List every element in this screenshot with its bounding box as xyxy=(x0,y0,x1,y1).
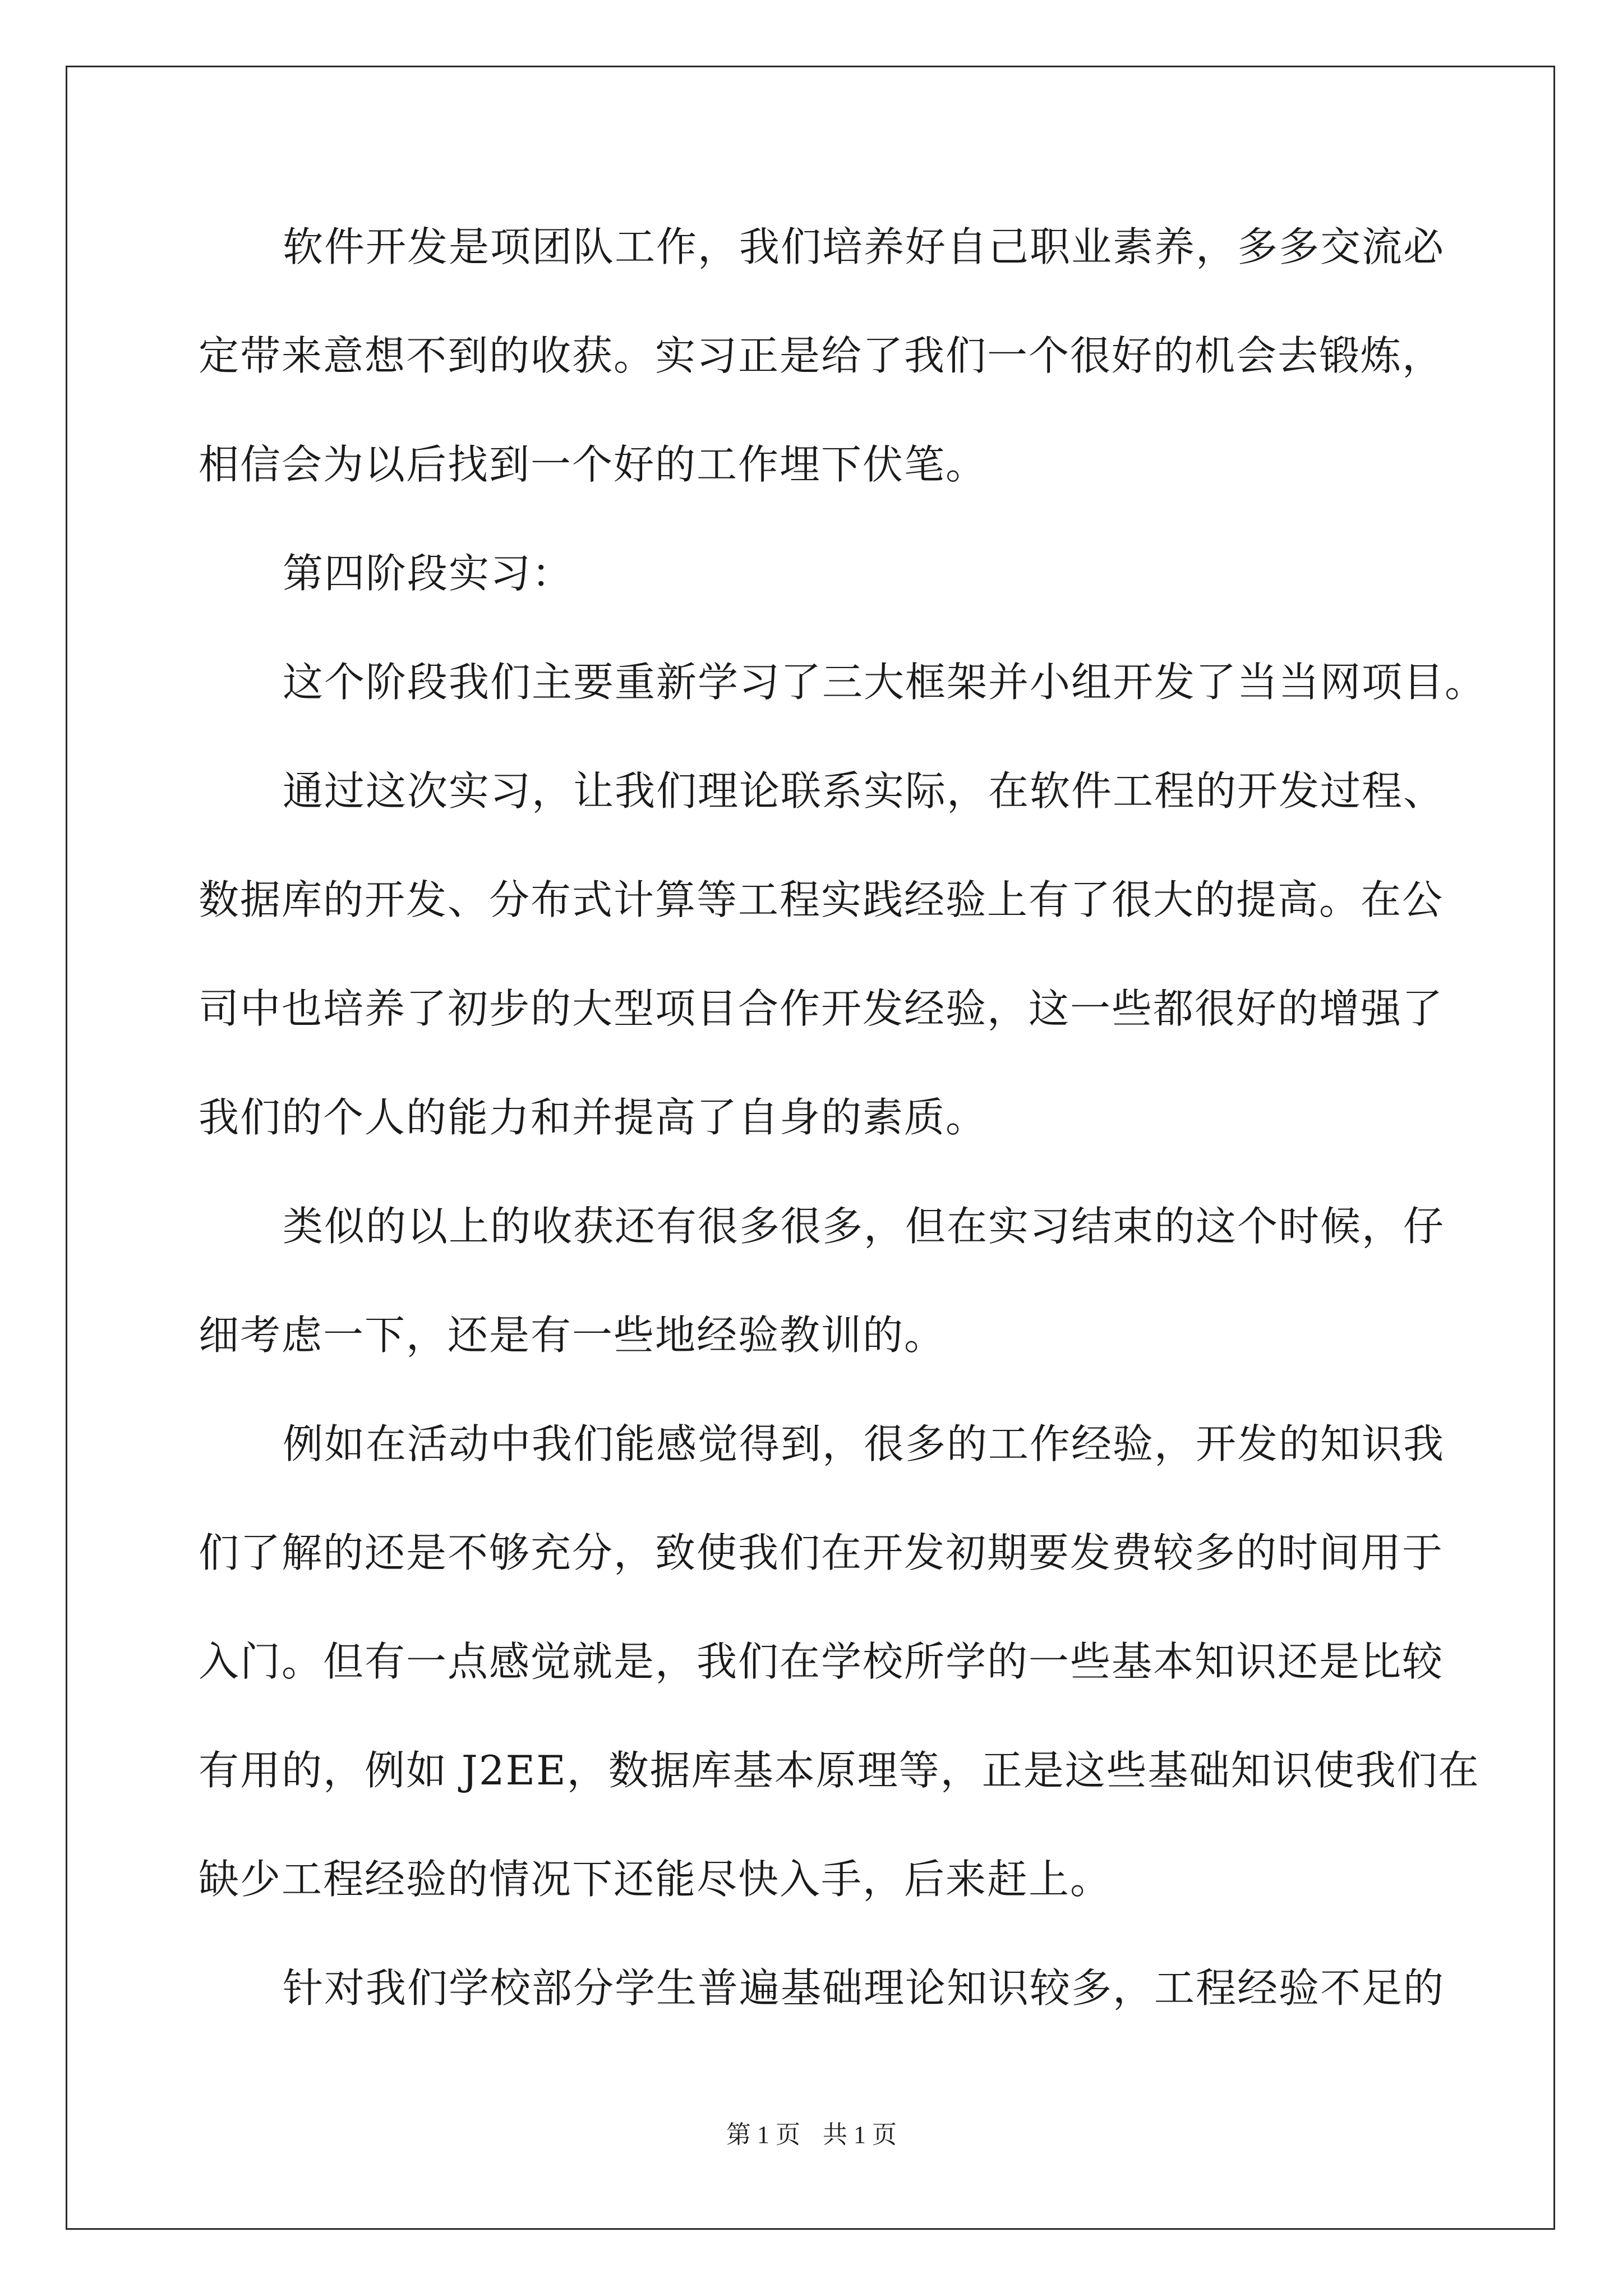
text-line: 数据库的开发、分布式计算等工程实践经验上有了很大的提高。在公 xyxy=(199,876,1444,923)
text-line: 入门。但有一点感觉就是，我们在学校所学的一些基本知识还是比较 xyxy=(199,1638,1444,1685)
text-line: 我们的个人的能力和并提高了自身的素质。 xyxy=(199,1094,988,1141)
page-total: 共 1 页 xyxy=(823,2121,897,2148)
text-line: 有用的，例如 J2EE，数据库基本原理等，正是这些基础知识使我们在 xyxy=(199,1747,1480,1794)
text-line: 定带来意想不到的收获。实习正是给了我们一个很好的机会去锻炼， xyxy=(199,332,1444,379)
text-line: 这个阶段我们主要重新学习了三大框架并小组开发了当当网项目。 xyxy=(283,659,1487,706)
page-border xyxy=(66,66,1555,2230)
text-line: 通过这次实习，让我们理论联系实际，在软件工程的开发过程、 xyxy=(283,767,1445,815)
text-line: 例如在活动中我们能感觉得到，很多的工作经验，开发的知识我 xyxy=(283,1420,1445,1467)
text-line: 软件开发是项团队工作，我们培养好自己职业素养，多多交流必 xyxy=(283,223,1445,270)
text-line: 针对我们学校部分学生普遍基础理论知识较多，工程经验不足的 xyxy=(283,1964,1445,2012)
page-footer xyxy=(0,2119,1623,2151)
text-line: 缺少工程经验的情况下还能尽快入手，后来赶上。 xyxy=(199,1856,1112,1903)
page-number: 第 1 页 xyxy=(726,2121,800,2148)
text-line: 相信会为以后找到一个好的工作埋下伏笔。 xyxy=(199,441,988,488)
text-line: 司中也培养了初步的大型项目合作开发经验，这一些都很好的增强了 xyxy=(199,985,1444,1032)
text-line: 细考虑一下，还是有一些地经验教训的。 xyxy=(199,1312,946,1359)
text-line: 第四阶段实习： xyxy=(283,550,574,597)
text-line: 们了解的还是不够充分，致使我们在开发初期要发费较多的时间用于 xyxy=(199,1529,1444,1576)
text-line: 类似的以上的收获还有很多很多，但在实习结束的这个时候，仔 xyxy=(283,1203,1445,1250)
